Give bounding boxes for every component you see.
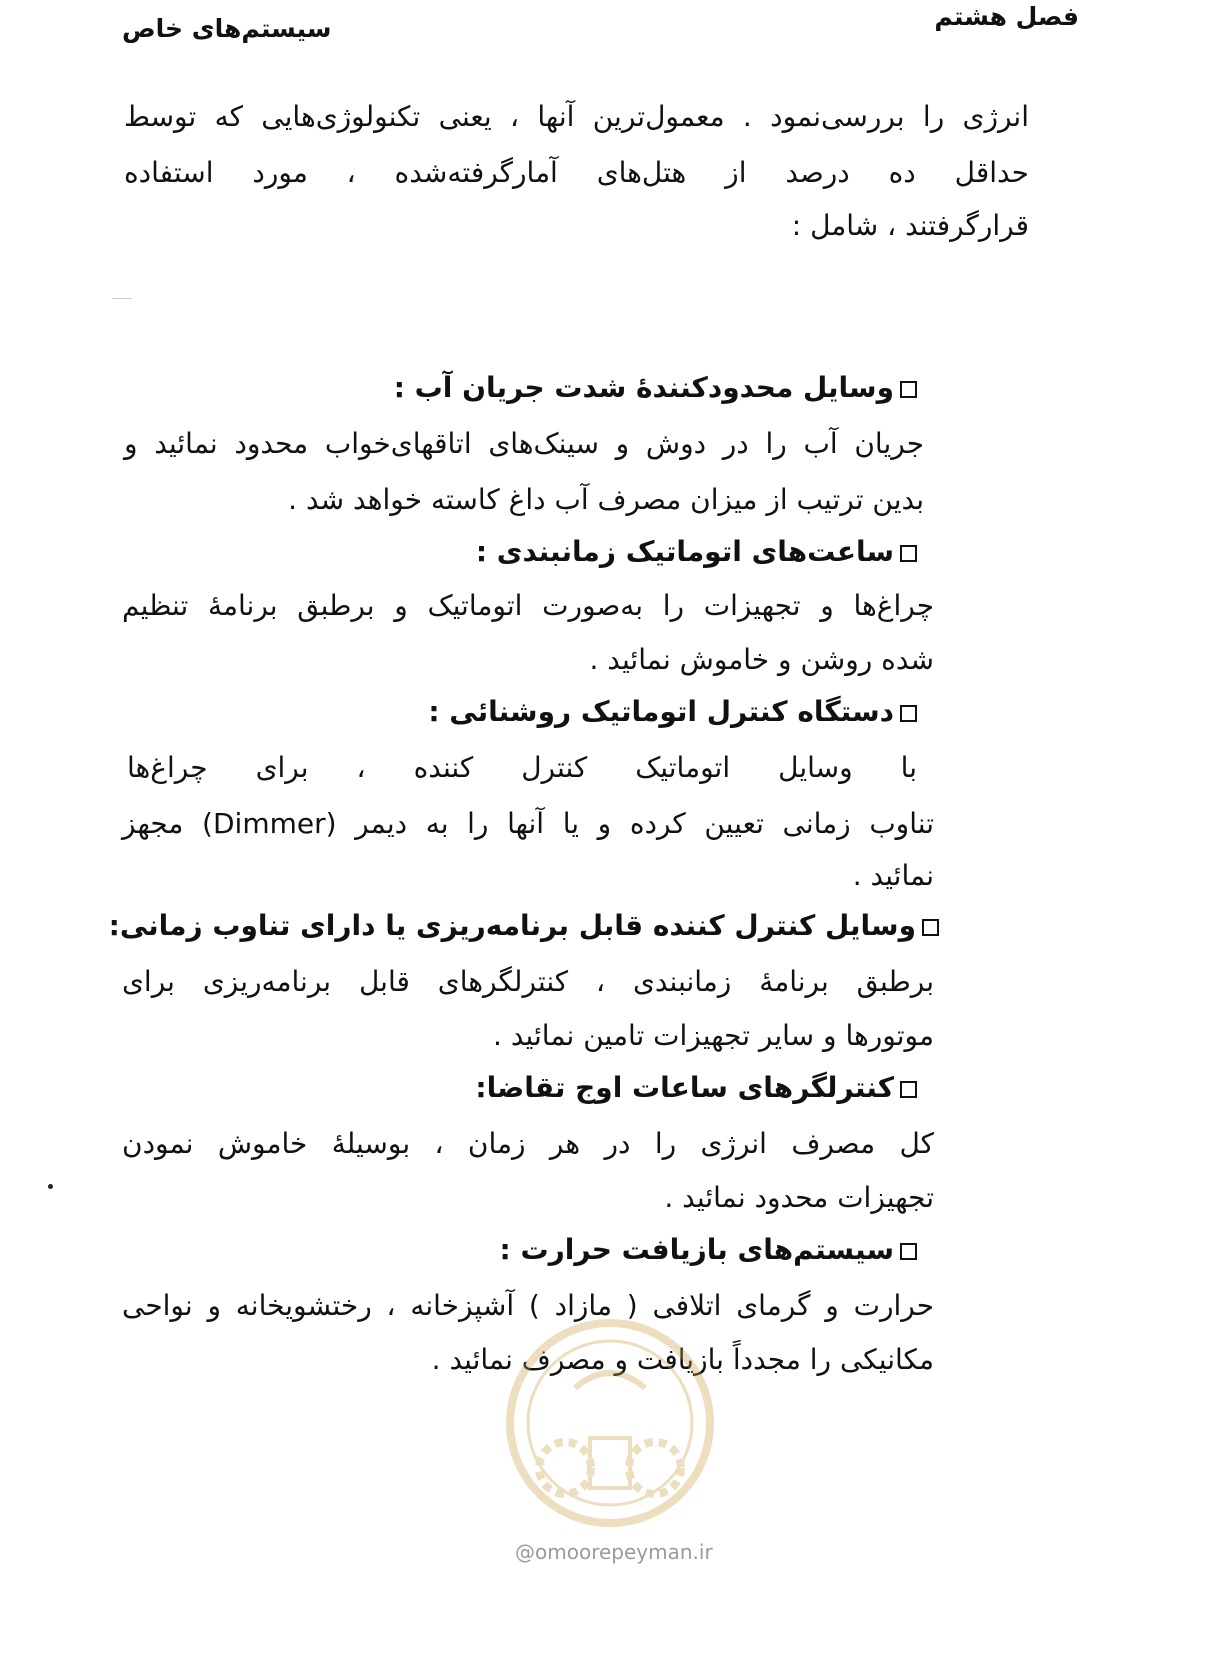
watermark-handle: @omoorepeyman.ir — [515, 1540, 713, 1564]
checkbox-icon — [922, 919, 939, 936]
section-body-line: شده روشن و خاموش نمائید . — [589, 643, 934, 676]
intro-line-2: حداقل ده درصد از هتل‌های آمارگرفته‌شده ، مورد استفاده — [124, 156, 1029, 189]
section-body-line: بدین ترتیب از میزان مصرف آب داغ کاسته خواهد شد . — [288, 483, 924, 516]
section-title-peak-demand: کنترلگرهای ساعات اوج تقاضا: — [475, 1074, 917, 1102]
checkbox-icon — [900, 545, 917, 562]
section-body-line: کل مصرف انرژی را در هر زمان ، بوسیلهٔ خاموش نمودن — [122, 1127, 934, 1160]
section-body-line: برطبق برنامهٔ زمانبندی ، کنترلگرهای قابل برنامه‌ریزی برای — [122, 965, 934, 998]
section-body-line: با وسایل اتوماتیک کنترل کننده ، برای چراغ‌ها — [127, 751, 917, 784]
section-body-line: موتورها و سایر تجهیزات تامین نمائید . — [493, 1019, 934, 1052]
section-body-line: جریان آب را در دوش و سینک‌های اتاقهای‌خواب محدود نمائید و — [124, 427, 924, 460]
section-title-flow-limiters: وسایل محدودکنندهٔ شدت جریان آب : — [394, 374, 917, 402]
intro-line-1: انرژی را بررسی‌نمود . معمول‌ترین آنها ، یعنی تکنولوژی‌هایی که توسط — [124, 100, 1029, 133]
checkbox-icon — [900, 1243, 917, 1260]
watermark-logo — [505, 1318, 715, 1528]
section-title-heat-recovery: سیستم‌های بازیافت حرارت : — [500, 1236, 917, 1264]
section-body-line: چراغ‌ها و تجهیزات را به‌صورت اتوماتیک و برطبق برنامهٔ تنظیم — [122, 589, 934, 622]
intro-line-3: قرارگرفتند ، شامل : — [791, 209, 1029, 242]
scan-dot — [48, 1184, 53, 1189]
section-title-timers: ساعت‌های اتوماتیک زمانبندی : — [476, 538, 917, 566]
section-title-programmable-controllers: وسایل کنترل کننده قابل برنامه‌ریزی یا دارای تناوب زمانی: — [109, 912, 939, 940]
section-body-line: تناوب زمانی تعیین کرده و یا آنها را به دیمر (Dimmer) مجهز — [122, 807, 934, 840]
section-body-line: نمائید . — [852, 859, 934, 892]
chapter-header: فصل هشتم — [934, 2, 1079, 31]
section-body-line: مکانیکی را مجدداً بازیافت و مصرف نمائید . — [431, 1343, 934, 1376]
checkbox-icon — [900, 381, 917, 398]
section-body-line: حرارت و گرمای اتلافی ( مازاد ) آشپزخانه ، رختشویخانه و نواحی — [122, 1289, 934, 1322]
section-header: سیستم‌های خاص — [122, 14, 332, 43]
section-body-line: تجهیزات محدود نمائید . — [664, 1181, 934, 1214]
checkbox-icon — [900, 1081, 917, 1098]
scan-mark — [112, 298, 132, 299]
section-title-lighting-control: دستگاه کنترل اتوماتیک روشنائی : — [428, 698, 917, 726]
checkbox-icon — [900, 705, 917, 722]
